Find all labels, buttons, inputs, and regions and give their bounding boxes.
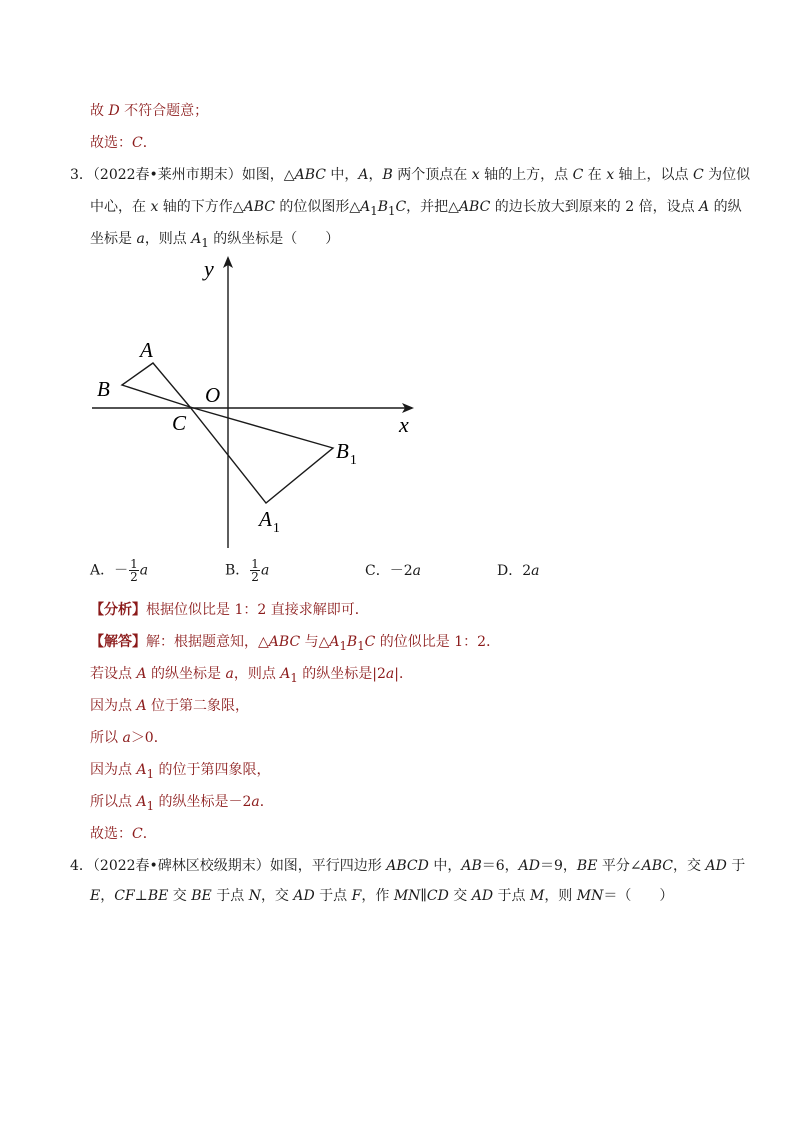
solution-line-5: 因为点 $A_1$ 的位于第四象限， bbox=[90, 762, 271, 781]
q4-source: （2022春•碑林区校级期末） bbox=[92, 858, 270, 874]
solution-line-3: 因为点 A 位于第二象限， bbox=[90, 698, 250, 714]
q4-number: 4． bbox=[70, 858, 93, 874]
triangle-a1b1c bbox=[190, 407, 333, 503]
q4-line-2: E，CF⊥BE 交 BE 于点 N，交 AD 于点 F，作 MN∥CD 交 AD 于点 M，则 MN＝（ ） bbox=[90, 888, 674, 904]
solution-line-4: 所以 a＞0． bbox=[90, 730, 168, 746]
triangle-abc bbox=[122, 363, 190, 407]
q3-line-1: 3．（2022春•莱州市期末）如图，△ABC 中，A，B 两个顶点在 x 轴的上方，点 C 在 x 轴上，以点 C 为位似 bbox=[70, 167, 751, 183]
analysis-line: 【分析】根据位似比是 1：2 直接求解即可． bbox=[90, 602, 369, 618]
q4-line-1: 4．（2022春•碑林区校级期末）如图，平行四边形 ABCD 中，AB＝6，AD＝9，BE 平分∠ABC，交 AD 于 bbox=[70, 858, 746, 874]
prev-conclusion-line: 故 D 不符合题意； bbox=[90, 103, 209, 119]
label-y: y bbox=[204, 256, 214, 281]
solution-line-1: 【解答】解：根据题意知，△ABC 与$\triangle A_1B_1C$ 的位似比是 1：2． bbox=[90, 634, 501, 653]
q3-line-3: 坐标是 a，则点 $A_1$ 的纵坐标是（ ） bbox=[90, 231, 340, 250]
choice-c[interactable]: C．－2a bbox=[365, 563, 421, 579]
label-x: x bbox=[399, 412, 409, 437]
choice-b[interactable]: B． $\frac{1}{2}$ a bbox=[225, 557, 270, 584]
solution-line-7: 故选：C． bbox=[90, 826, 157, 842]
label-b1: $B_1$ bbox=[336, 439, 357, 468]
q3-source: （2022春•莱州市期末） bbox=[92, 167, 242, 183]
choice-a[interactable]: A．－ $\frac{1}{2}$ a bbox=[90, 557, 149, 584]
q3-line-2: 中心，在 x 轴的下方作△ABC 的位似图形$\triangle A_1B_1C$，并把△ABC 的边长放大到原来的 2 倍，设点 A 的纵 bbox=[90, 199, 742, 218]
fraction-half: $\frac{1}{2}$ bbox=[130, 557, 138, 584]
choice-d[interactable]: D．2a bbox=[497, 563, 540, 579]
solution-line-6: 所以点 $A_1$ 的纵坐标是－2a． bbox=[90, 794, 274, 813]
label-o: O bbox=[205, 383, 221, 407]
label-a1: $A_1$ bbox=[259, 507, 280, 536]
solution-line-2: 若设点 A 的纵坐标是 a，则点 $A_1$ 的纵坐标是|2a|． bbox=[90, 666, 413, 685]
q3-number: 3． bbox=[70, 167, 93, 183]
label-a: A bbox=[140, 338, 153, 362]
analysis-tag: 【分析】 bbox=[90, 602, 146, 618]
label-b: B bbox=[97, 377, 110, 401]
fraction-half: $\frac{1}{2}$ bbox=[251, 557, 259, 584]
label-c: C bbox=[172, 411, 187, 435]
prev-answer-line: 故选：C． bbox=[90, 135, 157, 151]
solution-tag: 【解答】 bbox=[90, 634, 146, 650]
